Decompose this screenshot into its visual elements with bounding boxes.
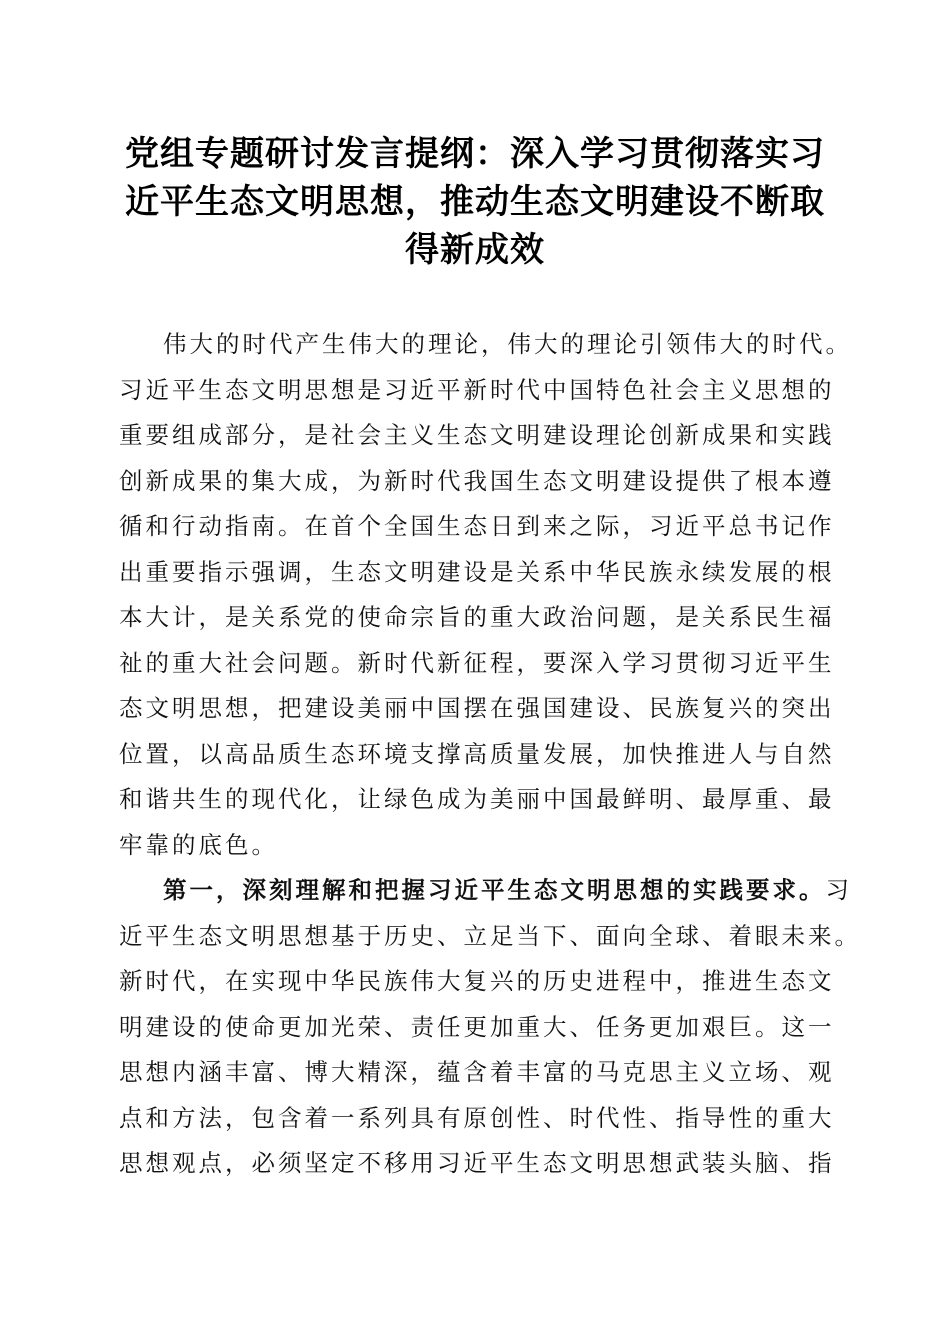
document-title bbox=[110, 130, 840, 274]
paragraph-section-one bbox=[119, 868, 861, 1187]
text-line: 本大计，是关系党的使命宗旨的重大政治问题，是关系民生福 bbox=[119, 603, 835, 631]
section-heading: 第一，深刻理解和把握习近平生态文明思想的实践要求。 bbox=[163, 876, 826, 904]
text-line: 近平生态文明思想基于历史、立足当下、面向全球、着眼未来。 bbox=[119, 921, 861, 950]
text-line: 点和方法，包含着一系列具有原创性、时代性、指导性的重大 bbox=[119, 1103, 835, 1132]
text-line: 出重要指示强调，生态文明建设是关系中华民族永续发展的根 bbox=[119, 557, 835, 586]
text-line: 重要组成部分，是社会主义生态文明建设理论创新成果和实践 bbox=[119, 421, 835, 449]
text-fragment: 习 bbox=[825, 876, 852, 904]
text-line: 思想观点，必须坚定不移用习近平生态文明思想武装头脑、指 bbox=[119, 1149, 835, 1177]
title-line: 党组专题研讨发言提纲：深入学习贯彻落实习 bbox=[125, 134, 825, 174]
text-line: 态文明思想，把建设美丽中国摆在强国建设、民族复兴的突出 bbox=[119, 694, 835, 722]
text-line: 新时代，在实现中华民族伟大复兴的历史进程中，推进生态文 bbox=[119, 967, 835, 995]
text-line: 创新成果的集大成，为新时代我国生态文明建设提供了根本遵 bbox=[119, 466, 835, 495]
text-line: 思想内涵丰富、博大精深，蕴含着丰富的马克思主义立场、观 bbox=[119, 1058, 835, 1086]
text-line: 伟大的时代产生伟大的理论，伟大的理论引领伟大的时代。 bbox=[163, 330, 852, 358]
text-line: 习近平生态文明思想是习近平新时代中国特色社会主义思想的 bbox=[119, 375, 835, 404]
text-line: 牢靠的底色。 bbox=[119, 830, 278, 859]
title-line: 近平生态文明思想，推动生态文明建设不断取 bbox=[125, 182, 825, 222]
text-line: 明建设的使命更加光荣、责任更加重大、任务更加艰巨。这一 bbox=[119, 1012, 835, 1041]
paragraph-intro bbox=[119, 322, 852, 868]
text-line: 循和行动指南。在首个全国生态日到来之际，习近平总书记作 bbox=[119, 512, 835, 540]
text-line: 和谐共生的现代化，让绿色成为美丽中国最鲜明、最厚重、最 bbox=[119, 785, 835, 813]
text-line: 祉的重大社会问题。新时代新征程，要深入学习贯彻习近平生 bbox=[119, 648, 835, 677]
text-line bbox=[119, 868, 852, 914]
document-body bbox=[119, 322, 861, 1187]
title-line: 得新成效 bbox=[405, 230, 545, 270]
text-line: 位置，以高品质生态环境支撑高质量发展，加快推进人与自然 bbox=[119, 739, 835, 768]
